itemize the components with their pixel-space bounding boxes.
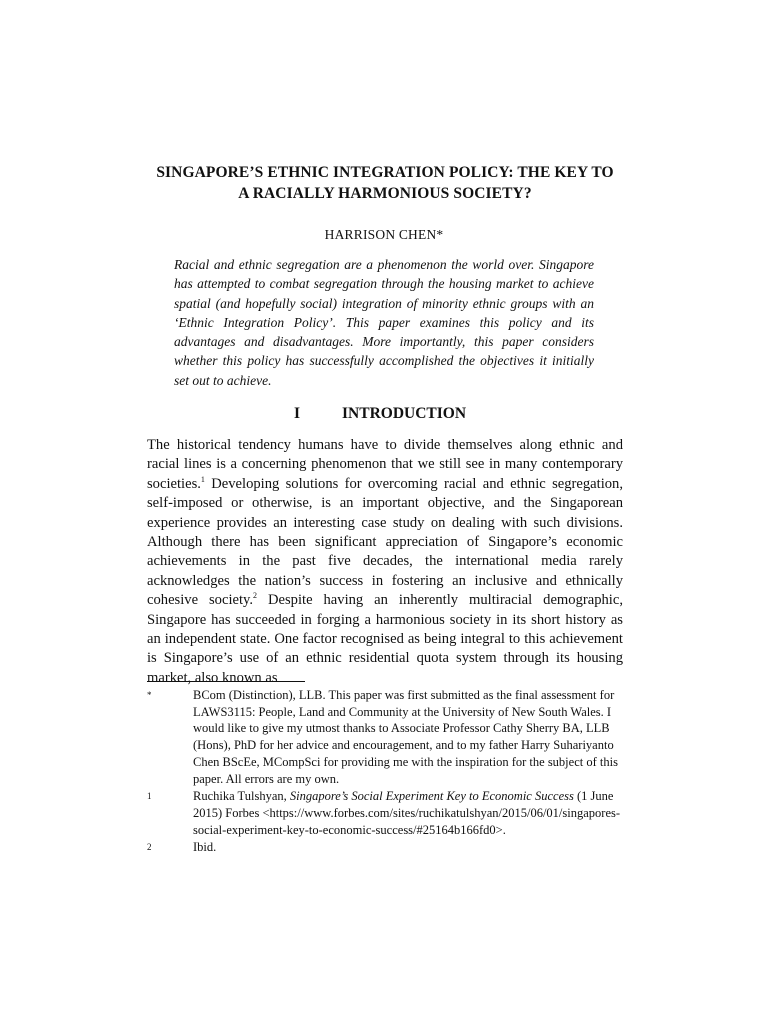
footnote-separator	[147, 681, 305, 682]
intro-text-part-2: Developing solutions for overcoming racial and ethnic segregation, self-imposed or otherwise, is an important objective, and the Singaporean experience provides an interesting case study on dealing with such divisions. Although there has been significant appreciation of Singapore’s economic achievements in the past five decades, the international media rarely acknowledges the nation’s success in fostering an inclusive and ethnically cohesive society.	[147, 475, 623, 609]
footnotes	[147, 687, 627, 857]
paper-title-line-1: SINGAPORE’S ETHNIC INTEGRATION POLICY: THE KEY TO	[156, 164, 614, 181]
footnote-1	[147, 788, 627, 838]
abstract: Racial and ethnic segregation are a phenomenon the world over. Singapore has attempted to combat segregation through the housing market to achieve spatial (and hopefully social) integration of minority ethnic groups with an ‘Ethnic Integration Policy’. This paper examines this policy and its advantages and disadvantages. More importantly, this paper considers whether this policy has successfully accomplished the objectives it initially set out to achieve.	[174, 257, 594, 388]
footnote-ref-1[interactable]: 1	[200, 474, 205, 484]
footnote-text	[193, 788, 627, 838]
introduction-paragraph	[147, 436, 623, 688]
intro-text-part-3: Despite having an inherently multiracial demographic, Singapore has succeeded in forging a harmonious society in its short history as an independent state. One factor recognised as being integral to this achievement is Singapore’s use of an ethnic residential quota system through its housing market, also known as	[147, 592, 623, 686]
footnote-citation-title: Singapore’s Social Experiment Key to Economic Success	[289, 789, 574, 804]
author-name: HARRISON CHEN*	[324, 227, 444, 242]
footnote-citation-author: Ruchika Tulshyan,	[193, 789, 290, 804]
footnote-ref-2[interactable]: 2	[253, 591, 258, 601]
footnote-citation-details[interactable]: (1 June 2015) Forbes <https://www.forbes.com/sites/ruchikatulshyan/2015/06/01/singapores-social-experiment-key-to-economic-success/#25164b166fd0>.	[193, 789, 621, 837]
footnote-text: Ibid.	[193, 840, 217, 855]
section-number: I	[294, 405, 301, 422]
footnote-2	[147, 839, 627, 856]
paper-title	[140, 162, 630, 204]
footnote-text: BCom (Distinction), LLB. This paper was first submitted as the final assessment for LAWS3115: People, Land and Community at the University of New South Wales. I would like to give my utmost thanks to Associate Professor Cathy Sherry BA, LLB (Hons), PhD for her advice and encouragement, and to my father Harry Suhariyanto Chen BScEe, MCompSci for providing me with the inspiration for the subject of this paper. All errors are my own.	[193, 688, 618, 786]
footnote-marker: 2	[147, 842, 152, 853]
footnote-marker: *	[147, 690, 152, 700]
paper-title-line-2: A RACIALLY HARMONIOUS SOCIETY?	[238, 185, 532, 202]
intro-text-part-1: The historical tendency humans have to divide themselves along ethnic and racial lines is a concerning phenomenon that we still see in many contemporary societies.	[147, 437, 623, 492]
section-title: INTRODUCTION	[342, 405, 467, 422]
section-heading	[0, 405, 768, 425]
footnote-author	[147, 687, 627, 787]
footnote-marker: 1	[147, 791, 152, 802]
